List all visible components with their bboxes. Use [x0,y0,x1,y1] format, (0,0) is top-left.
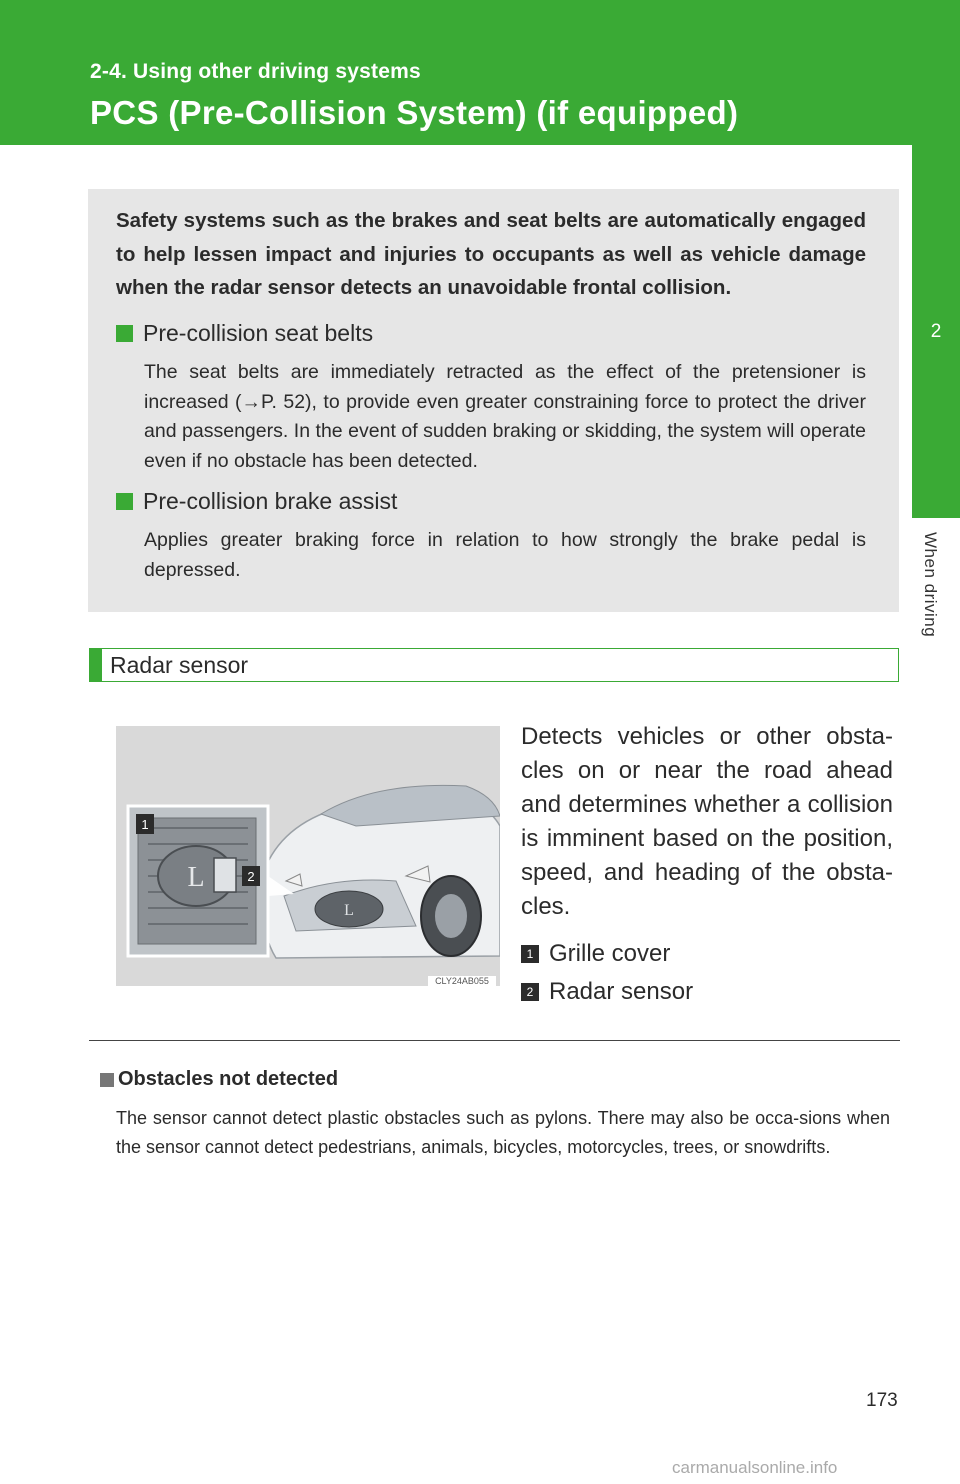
subheading-brake-assist [116,488,397,515]
chapter-number: 2 [930,320,942,342]
legend-label: Grille cover [549,940,671,967]
chapter-tab[interactable] [912,145,960,518]
legend-grille-cover [521,940,670,968]
brake-assist-body: Applies greater braking force in relation to how strongly the brake pedal is depressed. [144,529,866,581]
note-body: The sensor cannot detect plastic obstacles such as pylons. There may also be occa-sions when the sensor cannot detect pedestrians, animals, bicycles, motorcycles, trees, or snowdrifts. [116,1108,890,1157]
bullet-square-icon [116,493,133,510]
page-number: 173 [866,1390,898,1411]
section-divider [89,1040,900,1041]
radar-description: Detects vehicles or other obsta-cles on or near the road ahead and determines whether a collision is imminent based on the position, speed, and heading of the obsta-cles. [521,723,893,920]
legend-number-badge: 1 [521,945,539,963]
legend-label: Radar sensor [549,978,694,1005]
radar-heading: Radar sensor [110,652,249,678]
figure-code: CLY24AB055 [435,976,489,986]
car-radar-diagram [116,726,500,986]
callout-2: 2 [247,869,255,884]
car-illustration [116,726,500,986]
subheading-label: Pre-collision brake assist [143,488,398,514]
subheading-seat-belts [116,320,373,347]
bullet-square-icon [116,325,133,342]
legend-number-badge: 2 [521,983,539,1001]
watermark: carmanualsonline.info [672,1458,838,1477]
svg-text:L: L [344,902,354,919]
chapter-label: When driving [921,532,940,638]
seat-belts-body: The seat belts are immediately retracted as the effect of the pretensioner is increased (→P. 52), to provide even greater constraining force to protect the driver and passengers. In the event of sudden braking or skidding, the system will operate even if no obstacle has been detected. [144,361,866,472]
page-title: PCS (Pre-Collision System) (if equipped) [90,94,739,131]
note-heading [100,1068,338,1091]
legend-radar-sensor [521,978,693,1006]
page-header [0,0,960,145]
subheading-label: Pre-collision seat belts [143,320,374,346]
note-heading-label: Obstacles not detected [118,1068,339,1090]
callout-1: 1 [141,817,149,832]
section-label: 2-4. Using other driving systems [90,60,421,83]
svg-text:L: L [187,862,205,893]
intro-text: Safety systems such as the brakes and seat belts are automatically engaged to help lessen impact and injuries to occupants as well as vehicle damage when the radar sensor detects an unavoidable frontal collision. [116,209,866,299]
note-bullet-icon [100,1073,114,1087]
